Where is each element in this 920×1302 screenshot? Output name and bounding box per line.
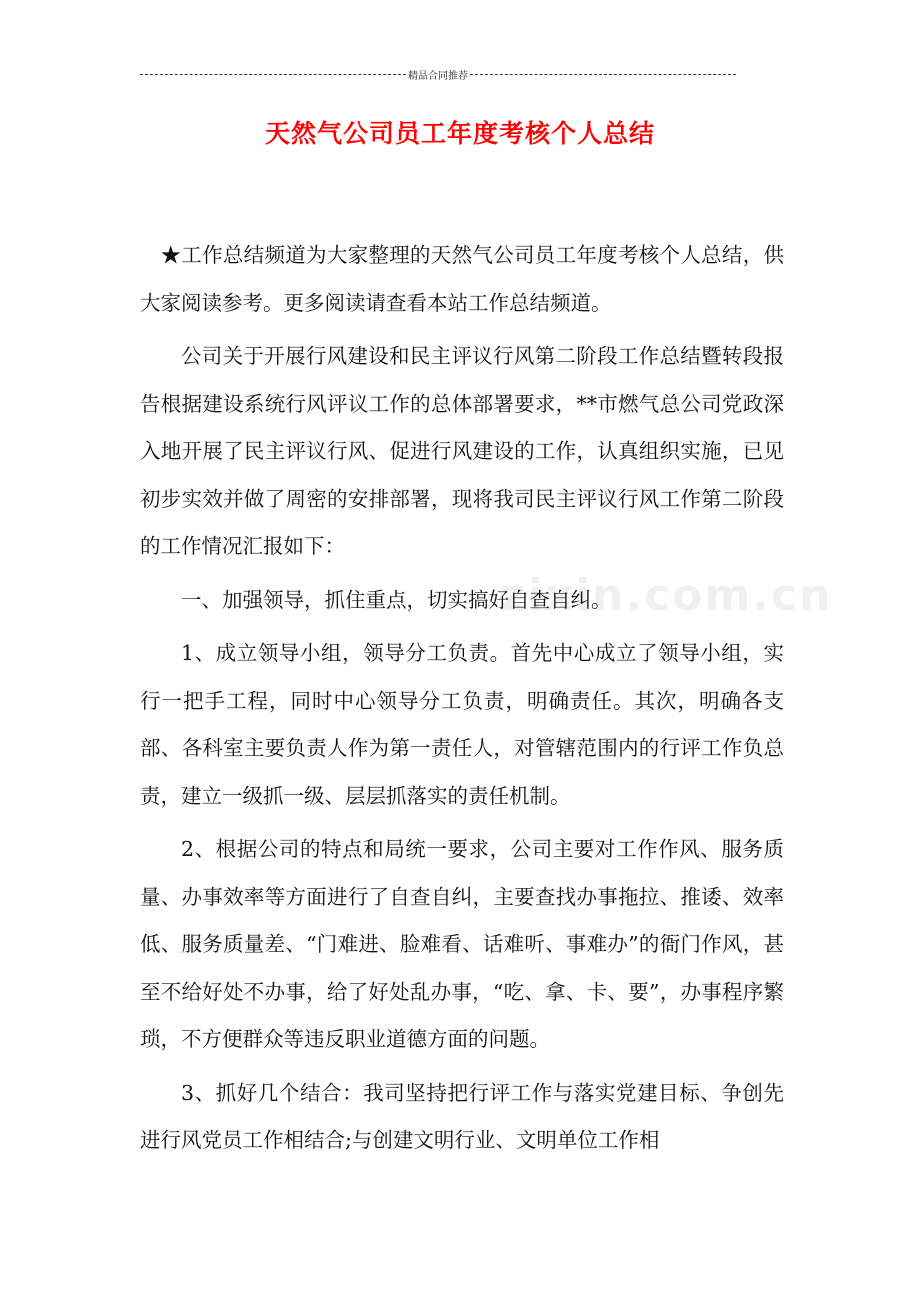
document-title: 天然气公司员工年度考核个人总结 <box>264 119 655 148</box>
intro-paragraph: ★工作总结频道为大家整理的天然气公司员工年度考核个人总结，供大家阅读参考。更多阅读请查看本站工作总结频道。 <box>140 243 784 315</box>
point-paragraph-3: 3、抓好几个结合：我司坚持把行评工作与落实党建目标、争创先进行风党员工作相结合;与创建文明行业、文明单位工作相 <box>140 1080 784 1152</box>
document-body <box>140 232 784 1171</box>
section-heading-1: 一、加强领导，抓住重点，切实搞好自查自纠。 <box>181 587 612 612</box>
header-dash-right <box>470 74 736 75</box>
header-dash-left <box>140 74 406 75</box>
watermark: zixin.com.cn <box>500 570 833 621</box>
point-paragraph-1: 1、成立领导小组，领导分工负责。首先中心成立了领导小组，实行一把手工程，同时中心领导分工负责，明确责任。其次，明确各支部、各科室主要负责人作为第一责任人，对管辖范围内的行评工作负总责，建立一级抓一级、层层抓落实的责任机制。 <box>140 641 784 808</box>
report-paragraph: 公司关于开展行风建设和民主评议行风第二阶段工作总结暨转段报告根据建设系统行风评议工作的总体部署要求，**市燃气总公司党政深入地开展了民主评议行风、促进行风建设的工作，认真组织实施，已见初步实效并做了周密的安排部署，现将我司民主评议行风工作第二阶段的工作情况汇报如下： <box>140 344 784 558</box>
header-label: 精品合同推荐 <box>408 70 468 82</box>
header-rule <box>140 66 736 82</box>
point-paragraph-2: 2、根据公司的特点和局统一要求，公司主要对工作作风、服务质量、办事效率等方面进行了自查自纠，主要查找办事拖拉、推诿、效率低、服务质量差、“门难进、脸难看、话难听、事难办”的衙门作风，甚至不给好处不办事，给了好处乱办事，“吃、拿、卡、要”，办事程序繁琐，不方便群众等违反职业道德方面的问题。 <box>140 837 784 1051</box>
